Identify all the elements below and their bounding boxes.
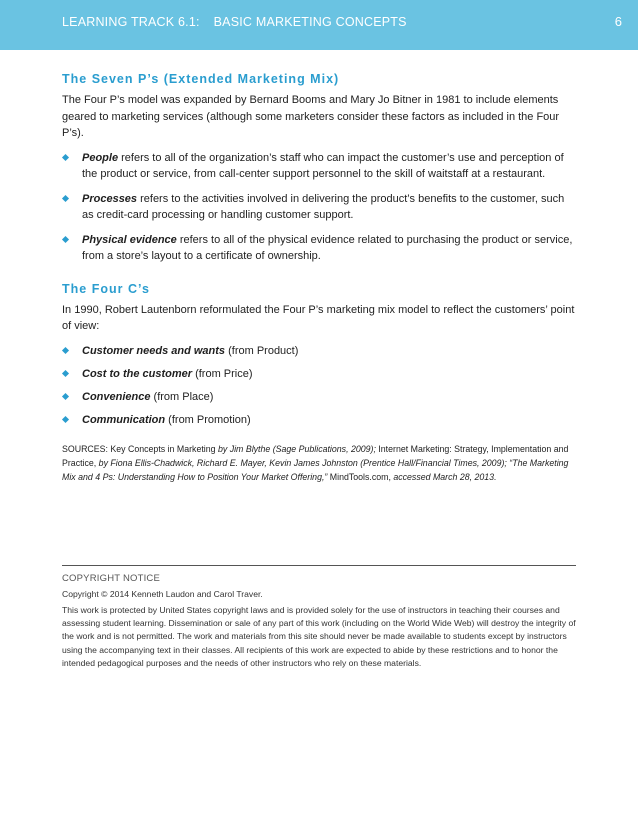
sources-text: MindTools.com,	[327, 471, 394, 482]
divider	[62, 565, 576, 566]
copyright-text: This work is protected by United States copyright laws and is provided solely for the use of instructors in teaching their courses and assessing student learning. Dissemination or sale of any part of this work (including on the World Wide Web) will destroy the integrity of the work and is not permitted. The work and materials from this site should never be made available to students except by instructors using the accompanying text in their classes. All recipients of this work are expected to abide by these restrictions and to honor the intended pedagogical purposes and the needs of other instructors who rely on these materials.	[62, 605, 576, 668]
item-term: Processes	[82, 192, 138, 205]
item-term: Customer needs and wants	[82, 344, 226, 357]
item-text: refers to all of the physical evidence related to purchasing the product or service, from a store’s layout to a certificate of ownership.	[82, 233, 573, 262]
diamond-bullet-icon	[62, 194, 69, 201]
sources-text: Internet Marketing: Strategy, Implementation and Practice,	[62, 443, 569, 468]
diamond-bullet-icon	[62, 392, 69, 399]
sources-text-italic: by Fiona Ellis-Chadwick, Richard E. Mayer, Kevin James Johnston (Prentice Hall/Financial Times, 2009); “The Marketing Mix and 4 Ps: Understanding How to Position Your Market Offering,”	[62, 457, 569, 482]
seven-ps-list	[62, 150, 578, 264]
list-item	[62, 232, 578, 264]
item-text: (from Product)	[225, 344, 299, 357]
list-item	[62, 389, 578, 405]
track-title: BASIC MARKETING CONCEPTS	[213, 15, 407, 29]
page-number: 6	[614, 14, 622, 29]
item-term: Convenience	[82, 390, 151, 403]
item-text: (from Promotion)	[165, 413, 251, 426]
list-item	[62, 412, 578, 428]
item-text: refers to the activities involved in delivering the product’s benefits to the customer, such as credit-card processing or handling customer support.	[82, 192, 565, 221]
section-title-seven-ps: The Seven P’s (Extended Marketing Mix)	[62, 72, 340, 86]
copyright-notice	[62, 573, 578, 670]
page-header	[0, 0, 638, 50]
diamond-bullet-icon	[62, 369, 69, 376]
sources-text-italic: accessed March 28, 2013.	[393, 471, 497, 482]
learning-track-label	[62, 15, 407, 29]
section-intro-seven-ps: The Four P’s model was expanded by Bernard Booms and Mary Jo Bitner in 1981 to include elements geared to marketing services (although some marketers consider these factors as included in the Four P’s).	[62, 94, 560, 139]
item-term: Physical evidence	[82, 233, 177, 246]
sources-citation	[62, 442, 578, 484]
list-item	[62, 343, 578, 359]
diamond-bullet-icon	[62, 346, 69, 353]
section-intro-four-cs: In 1990, Robert Lautenborn reformulated the Four P’s marketing mix model to reflect the customers’ point of view:	[62, 303, 575, 332]
copyright-line: Copyright © 2014 Kenneth Laudon and Carol Traver.	[62, 589, 263, 599]
item-text: (from Place)	[150, 390, 214, 403]
sources-text: SOURCES: Key Concepts in Marketing	[62, 443, 218, 454]
diamond-bullet-icon	[62, 235, 69, 242]
list-item	[62, 150, 578, 182]
diamond-bullet-icon	[62, 415, 69, 422]
list-item	[62, 366, 578, 382]
main-content	[62, 72, 578, 484]
item-text: (from Price)	[192, 367, 253, 380]
copyright-title: COPYRIGHT NOTICE	[62, 573, 161, 584]
section-title-four-cs: The Four C’s	[62, 281, 150, 296]
diamond-bullet-icon	[62, 153, 69, 160]
item-term: Communication	[82, 413, 166, 426]
four-cs-list	[62, 343, 578, 428]
track-number: LEARNING TRACK 6.1:	[62, 15, 200, 29]
sources-text-italic: by Jim Blythe (Sage Publications, 2009);	[217, 443, 376, 454]
item-term: People	[82, 151, 119, 164]
item-text: refers to all of the organization’s staff who can impact the customer’s use and perception of the product or service, from call-center support personnel to the skill of waitstaff at a restaurant.	[82, 151, 564, 180]
item-term: Cost to the customer	[82, 367, 193, 380]
list-item	[62, 191, 578, 223]
